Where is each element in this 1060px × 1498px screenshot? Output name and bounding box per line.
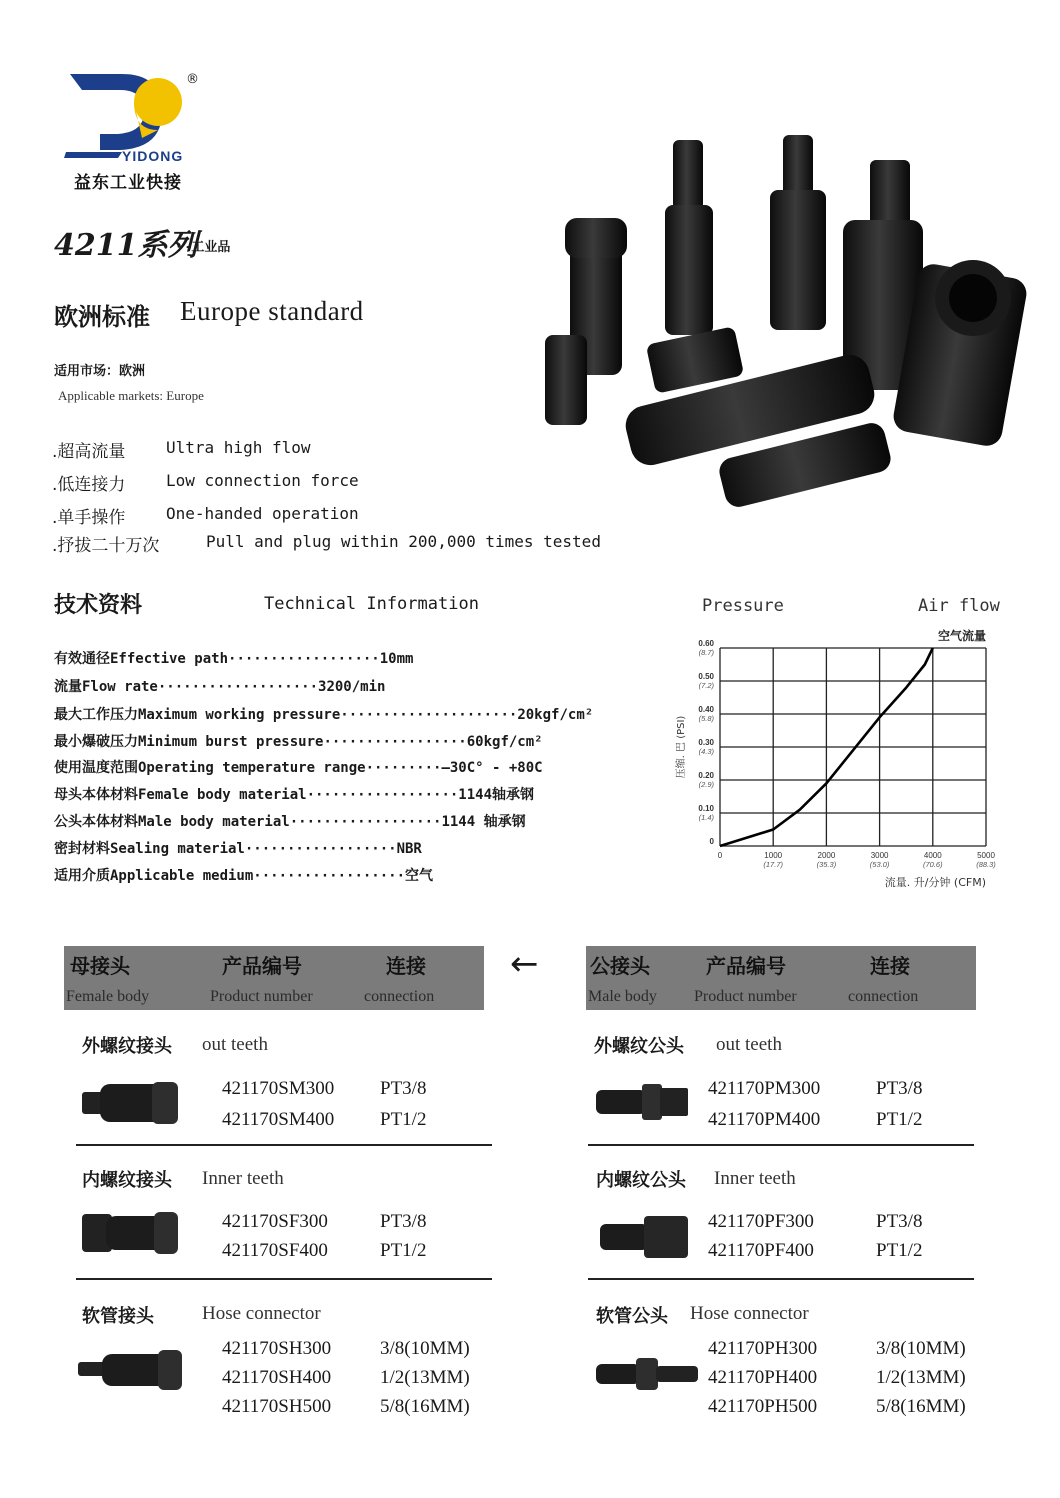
product-number: 421170PM300 (708, 1078, 821, 1099)
pressure-flow-chart (668, 620, 1008, 905)
spec-row: 有效通径Effective path··················10mm (54, 651, 414, 667)
product-number: 421170SM300 (222, 1078, 335, 1099)
y-tick-label: 0.50 (698, 672, 714, 681)
header-connection-cn: 连接 (386, 954, 426, 978)
feature-item: .超高流量 Ultra high flow (52, 438, 311, 462)
product-number: 421170PF300 (708, 1211, 814, 1232)
header-connection-en: connection (364, 988, 435, 1005)
y-tick-sublabel: (1.4) (698, 813, 714, 822)
product-number: 421170PH500 (708, 1396, 818, 1417)
spec-row: 使用温度范围Operating temperature range·········—30C° - +80C (54, 760, 543, 776)
header-product-cn: 产品编号 (222, 954, 302, 978)
standard-en: Europe standard (180, 296, 364, 326)
connection-value: PT3/8 (876, 1211, 923, 1232)
header-male-en: Male body (588, 988, 657, 1005)
tech-title-cn: 技术资料 (54, 592, 143, 618)
y-tick-label: 0.20 (698, 771, 714, 780)
connection-value: PT1/2 (876, 1240, 923, 1261)
female-out-teeth-image (82, 1078, 182, 1128)
tech-title-en: Technical Information (264, 594, 479, 614)
x-tick-label: 5000 (977, 851, 995, 860)
connection-value: 1/2(13MM) (876, 1367, 966, 1388)
female-hose-connector-image (78, 1346, 186, 1394)
product-number: 421170SF400 (222, 1240, 328, 1261)
x-tick-sublabel: (35.3) (816, 860, 837, 869)
y-tick-sublabel: (5.8) (698, 714, 714, 723)
connection-value: 5/8(16MM) (876, 1396, 966, 1417)
y-tick-label: 0.60 (698, 639, 714, 648)
x-tick-label: 4000 (923, 851, 942, 860)
divider (76, 1144, 492, 1146)
x-tick-label: 0 (717, 851, 723, 860)
y-tick-label: 0.10 (698, 804, 714, 813)
connection-value: PT1/2 (876, 1109, 923, 1130)
header-connection-cn: 连接 (870, 954, 910, 978)
x-tick-label: 1000 (764, 851, 783, 860)
spec-row: 流量Flow rate···················3200/min (54, 679, 386, 695)
section-title-cn: 内螺纹接头 (82, 1170, 172, 1191)
spec-row: 最小爆破压力Minimum burst pressure·················60kgf/cm² (54, 734, 543, 750)
feature-item: .低连接力 Low connection force (52, 471, 359, 495)
series-title: 4211系列 (54, 228, 198, 263)
x-tick-sublabel: (88.3) (976, 860, 996, 869)
feature-item: .单手操作 One-handed operation (52, 504, 359, 528)
x-tick-label: 3000 (870, 851, 889, 860)
section-title-cn: 外螺纹公头 (594, 1036, 684, 1057)
divider (588, 1144, 974, 1146)
product-number: 421170SH500 (222, 1396, 332, 1417)
divider (588, 1278, 974, 1280)
x-tick-sublabel: (17.7) (763, 860, 783, 869)
y-axis-label: 压缩. 巴 (PSI) (676, 715, 687, 779)
product-number: 421170SH300 (222, 1338, 332, 1359)
y-tick-sublabel: (7.2) (698, 681, 714, 690)
spec-row: 适用介质Applicable medium··················空气 (54, 868, 434, 884)
header-female-en: Female body (66, 988, 150, 1005)
brand-name-cn: 益东工业快接 (74, 173, 182, 193)
left-arrow-icon: ← (510, 944, 539, 984)
chart-legend: 空气流量 (937, 629, 986, 643)
y-tick-label: 0.30 (698, 738, 714, 747)
connection-value: 3/8(10MM) (876, 1338, 966, 1359)
spec-row: 公头本体材料Male body material··················1144 轴承钢 (54, 814, 526, 830)
product-number: 421170PF400 (708, 1240, 814, 1261)
section-title-cn: 软管接头 (82, 1306, 154, 1327)
y-tick-sublabel: (4.3) (698, 747, 714, 756)
markets-en: Applicable markets: Europe (58, 388, 204, 403)
connection-value: PT1/2 (380, 1240, 427, 1261)
section-title-en: Inner teeth (714, 1168, 796, 1189)
y-tick-sublabel: (2.9) (698, 780, 714, 789)
section-title-en: out teeth (202, 1034, 268, 1055)
standard-cn: 欧洲标准 (54, 302, 150, 331)
divider (76, 1278, 492, 1280)
connection-value: PT1/2 (380, 1109, 427, 1130)
x-axis-label: 流量. 升/分钟 (CFM) (884, 876, 986, 889)
header-connection-en: connection (848, 988, 919, 1005)
male-inner-teeth-image (600, 1212, 692, 1260)
header-product-cn: 产品编号 (706, 954, 786, 978)
registered-mark: ® (186, 72, 199, 87)
section-title-en: out teeth (716, 1034, 782, 1055)
y-tick-label: 0.40 (698, 705, 714, 714)
spec-row: 最大工作压力Maximum working pressure·····················20kgf/cm² (54, 707, 594, 723)
brand-name-en: YIDONG (122, 148, 184, 164)
connection-value: 5/8(16MM) (380, 1396, 470, 1417)
female-inner-teeth-image (82, 1208, 182, 1258)
product-number: 421170PH400 (708, 1367, 818, 1388)
female-table-header (64, 946, 484, 1010)
header-male-cn: 公接头 (590, 954, 650, 978)
chart-label-airflow: Air flow (918, 596, 1000, 616)
spec-row: 密封材料Sealing material··················NBR (54, 841, 422, 857)
section-title-en: Hose connector (202, 1303, 321, 1324)
header-female-cn: 母接头 (70, 954, 130, 978)
header-product-en: Product number (210, 988, 313, 1005)
section-title-cn: 外螺纹接头 (82, 1036, 172, 1057)
product-number: 421170SF300 (222, 1211, 328, 1232)
connection-value: 3/8(10MM) (380, 1338, 470, 1359)
x-tick-sublabel: (70.6) (923, 860, 943, 869)
x-tick-label: 2000 (817, 851, 836, 860)
section-title-en: Hose connector (690, 1303, 809, 1324)
y-tick-sublabel: (8.7) (698, 648, 714, 657)
connection-value: 1/2(13MM) (380, 1367, 470, 1388)
connection-value: PT3/8 (380, 1078, 427, 1099)
section-title-cn: 内螺纹公头 (596, 1170, 686, 1191)
y-tick-label: 0 (709, 837, 714, 846)
yidong-logo-icon (62, 68, 192, 158)
product-number: 421170PM400 (708, 1109, 821, 1130)
male-out-teeth-image (596, 1080, 692, 1124)
connection-value: PT3/8 (380, 1211, 427, 1232)
connection-value: PT3/8 (876, 1078, 923, 1099)
x-tick-sublabel: (53.0) (869, 860, 890, 869)
male-hose-connector-image (596, 1356, 700, 1392)
product-number: 421170SH400 (222, 1367, 332, 1388)
header-product-en: Product number (694, 988, 797, 1005)
male-table-header (586, 946, 976, 1010)
feature-item: .抒拔二十万次 Pull and plug within 200,000 times tested (52, 532, 601, 556)
markets-cn: 适用市场：欧洲 (54, 364, 146, 379)
chart-label-pressure: Pressure (702, 596, 784, 616)
product-photo (525, 130, 1035, 520)
spec-row: 母头本体材料Female body material··················1144轴承钢 (54, 787, 535, 803)
product-number: 421170SM400 (222, 1109, 335, 1130)
product-number: 421170PH300 (708, 1338, 818, 1359)
section-title-en: Inner teeth (202, 1168, 284, 1189)
section-title-cn: 软管公头 (596, 1306, 668, 1327)
series-subtitle: -工业品 (186, 240, 231, 255)
